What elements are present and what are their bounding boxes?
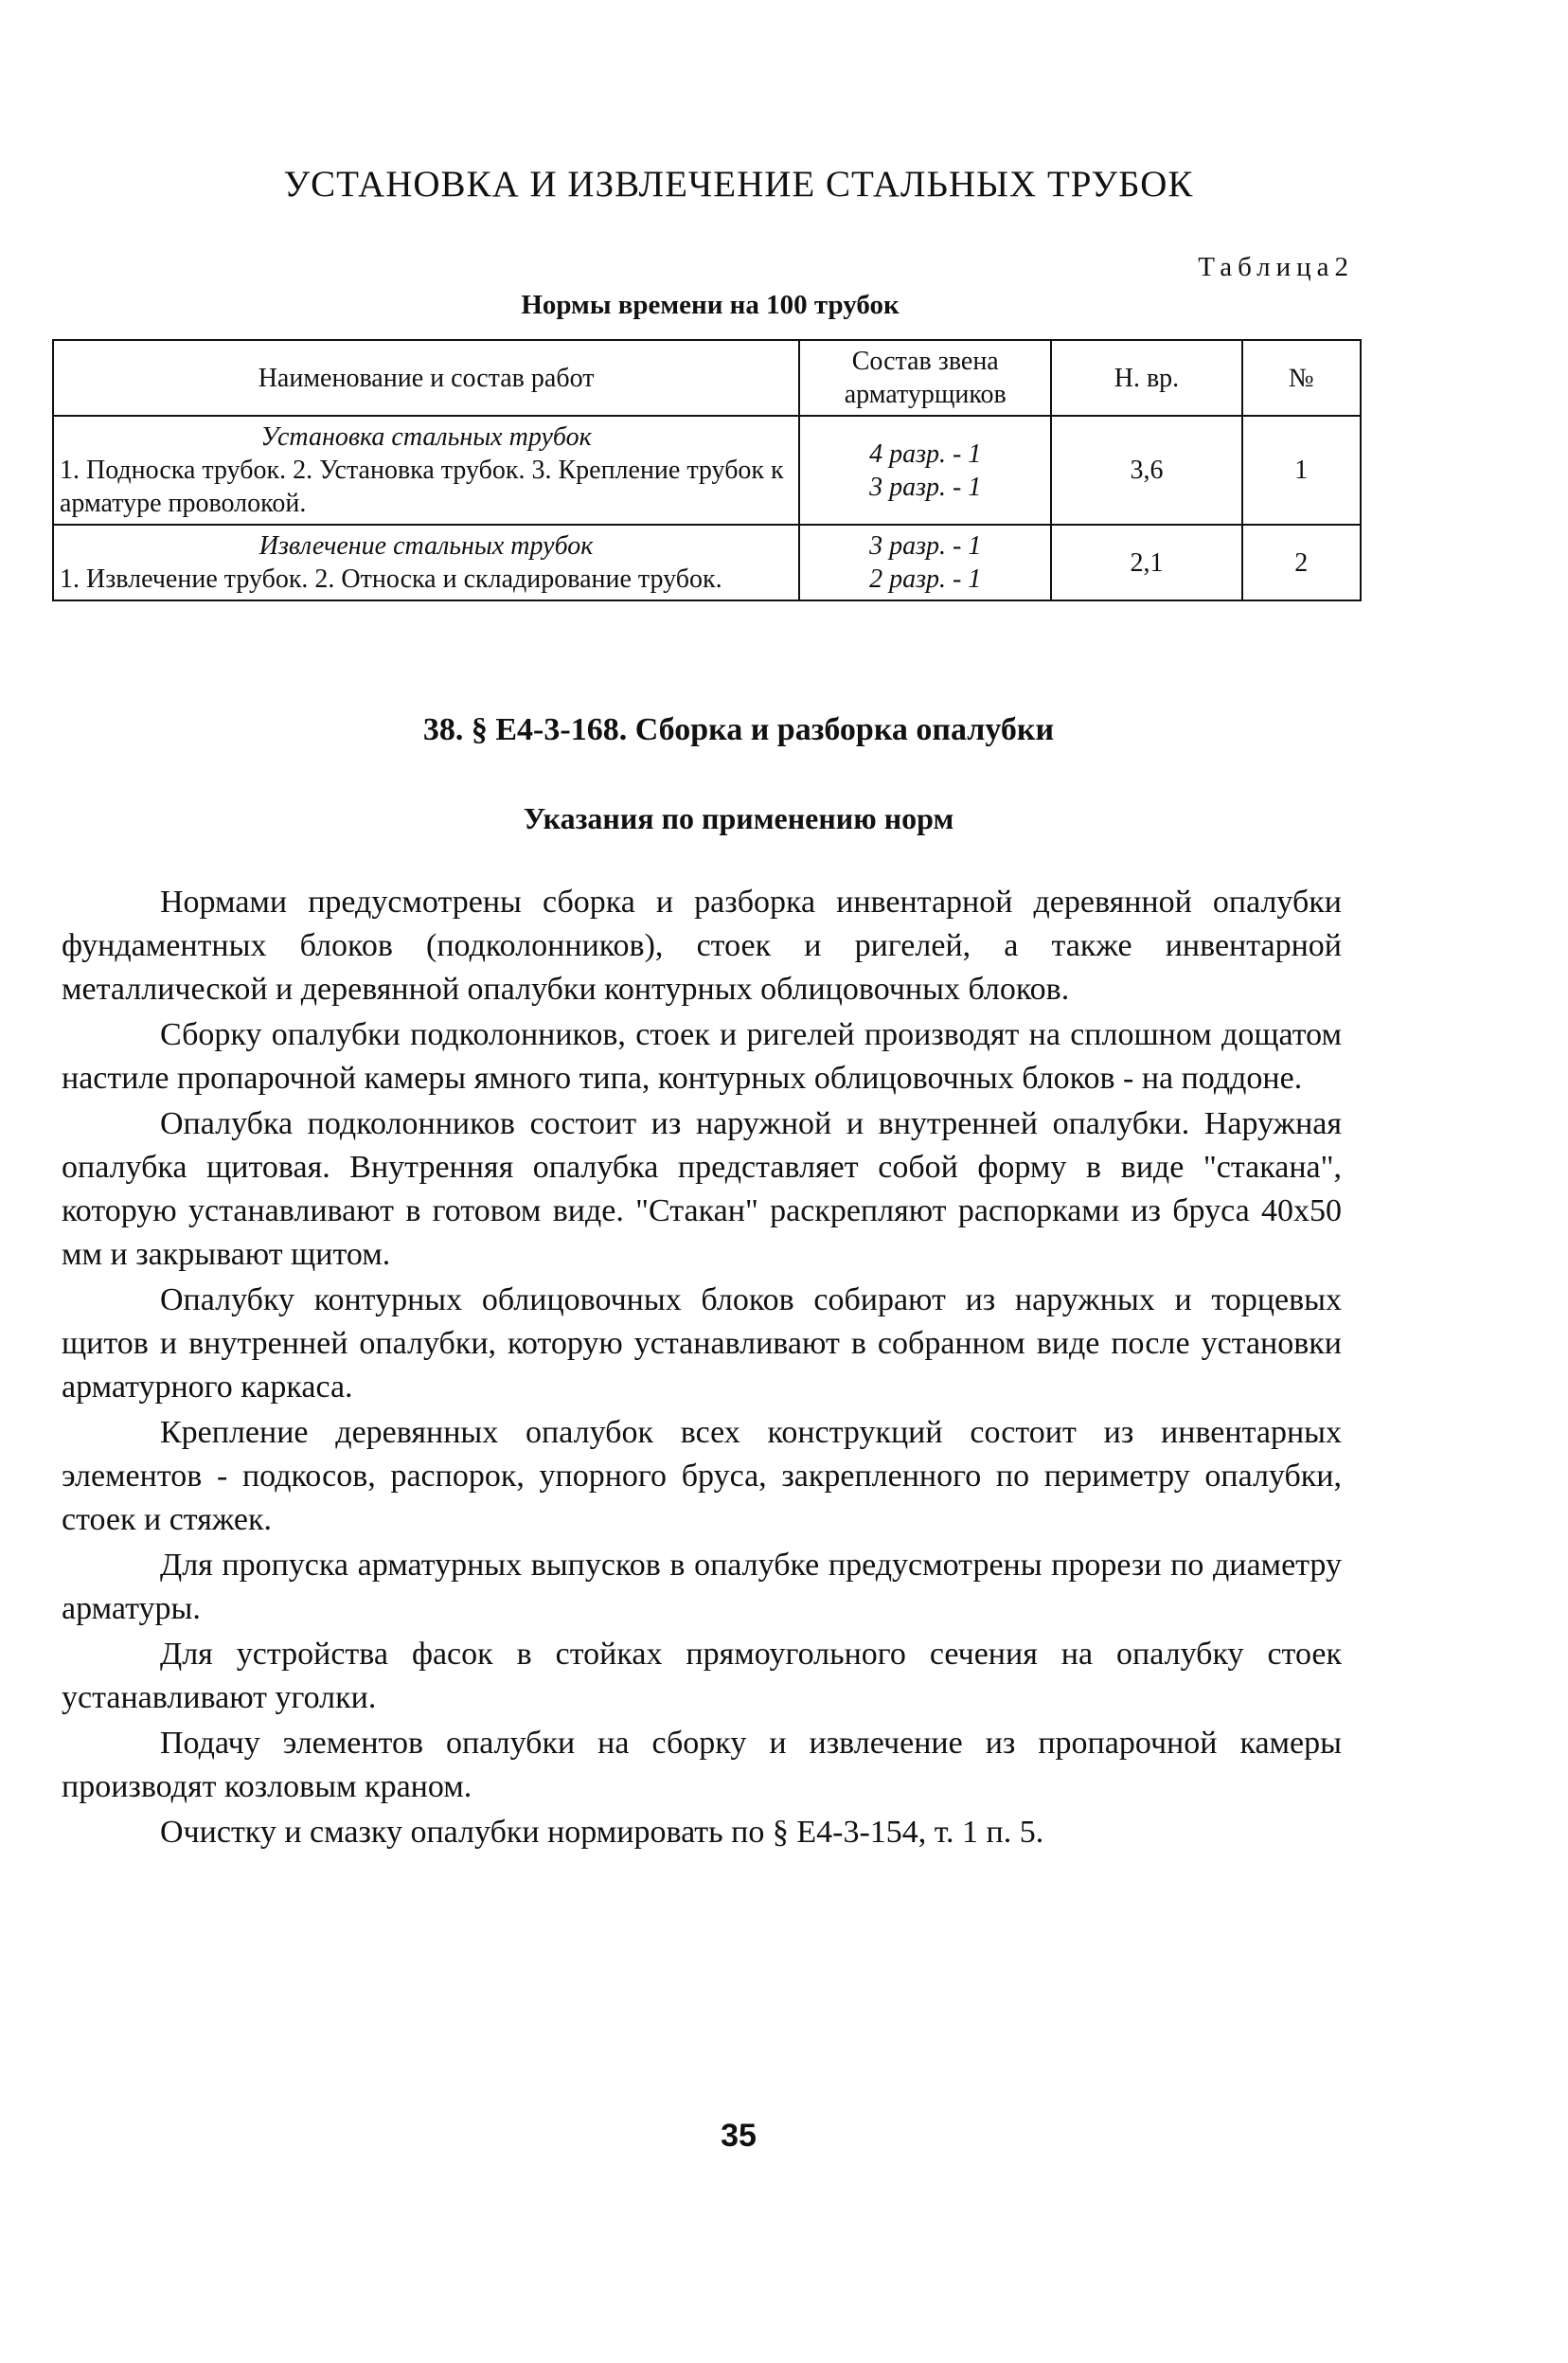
crew-cell xyxy=(799,416,1051,525)
crew-line: 3 разр. - 1 xyxy=(869,472,982,502)
paragraph: Подачу элементов опалубки на сборку и извлечение из пропарочной камеры производят козловым краном. xyxy=(62,1726,1342,1804)
crew-line: 2 разр. - 1 xyxy=(869,564,982,594)
column-header-crew: Состав звена арматурщиков xyxy=(799,340,1051,416)
paragraph: Для пропуска арматурных выпусков в опалубке предусмотрены прорези по диаметру арматуры. xyxy=(62,1548,1342,1626)
table-row xyxy=(53,525,1361,600)
paragraph: Опалубку контурных облицовочных блоков собирают из наружных и торцевых щитов и внутренней опалубки, которую устанавливают в собранном виде после установки арматурного каркаса. xyxy=(62,1282,1342,1405)
crew-cell xyxy=(799,525,1051,600)
operation-title: Извлечение стальных трубок xyxy=(258,531,594,561)
norm-cell: 3,6 xyxy=(1051,416,1241,525)
table-caption: Нормы времени на 100 трубок xyxy=(521,290,900,320)
paragraph: Очистку и смазку опалубки нормировать по § Е4-3-154, т. 1 п. 5. xyxy=(160,1815,1044,1850)
paragraph: Крепление деревянных опалубок всех конструкций состоит из инвентарных элементов - подкосов, распорок, упорного бруса, закрепленного по периметру опалубки, стоек и стяжек. xyxy=(62,1415,1342,1537)
norm-cell: 2,1 xyxy=(1051,525,1241,600)
norms-table xyxy=(52,339,1362,601)
table-label: Таблица2 xyxy=(1198,252,1354,282)
work-cell xyxy=(53,525,799,600)
operation-title: Установка стальных трубок xyxy=(260,422,592,452)
crew-line: 4 разр. - 1 xyxy=(869,439,982,469)
column-header-norm: Н. вр. xyxy=(1051,340,1241,416)
number-cell: 2 xyxy=(1242,525,1361,600)
paragraph: Сборку опалубки подколонников, стоек и ригелей производят на сплошном дощатом настиле пропарочной камеры ямного типа, контурных облицовочных блоков - на поддоне. xyxy=(62,1017,1342,1096)
paragraph: Для устройства фасок в стойках прямоугольного сечения на опалубку стоек устанавливают уголки. xyxy=(62,1637,1342,1715)
column-header-number: № xyxy=(1242,340,1361,416)
table-row xyxy=(53,416,1361,525)
section-title: 38. § Е4-3-168. Сборка и разборка опалубки xyxy=(422,712,1055,747)
body-text xyxy=(62,881,1342,1856)
crew-line: 3 разр. - 1 xyxy=(869,531,982,561)
table-header-row xyxy=(53,340,1361,416)
paragraph: Нормами предусмотрены сборка и разборка инвентарной деревянной опалубки фундаментных блоков (подколонников), стоек и ригелей, а также инвентарной металлической и деревянной опалубки контурных облицовочных блоков. xyxy=(62,885,1342,1007)
work-cell xyxy=(53,416,799,525)
paragraph: Опалубка подколонников состоит из наружной и внутренней опалубки. Наружная опалубка щитовая. Внутренняя опалубка представляет собой форму в виде "стакана", которую устанавливают в готовом виде. "Стакан" раскрепляют распорками из бруса 40х50 мм и закрывают щитом. xyxy=(62,1106,1342,1272)
section-subtitle: Указания по применению норм xyxy=(523,801,954,835)
operation-description: 1. Извлечение трубок. 2. Относка и складирование трубок. xyxy=(60,564,722,594)
column-header-work: Наименование и состав работ xyxy=(53,340,799,416)
number-cell: 1 xyxy=(1242,416,1361,525)
page-title: УСТАНОВКА И ИЗВЛЕЧЕНИЕ СТАЛЬНЫХ ТРУБОК xyxy=(283,164,1194,205)
page-number: 35 xyxy=(721,2118,757,2154)
operation-description: 1. Подноска трубок. 2. Установка трубок. 3. Крепление трубок к арматуре проволокой. xyxy=(60,456,784,518)
